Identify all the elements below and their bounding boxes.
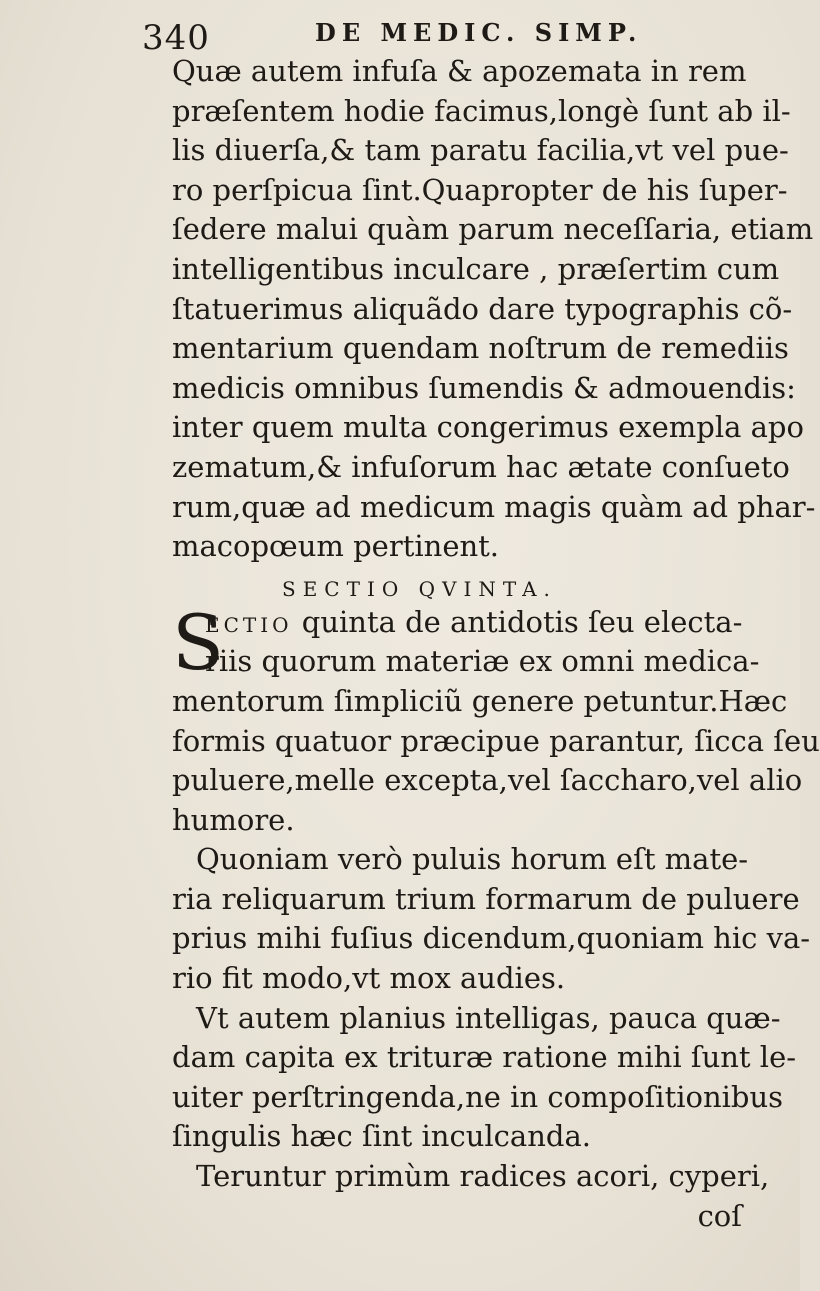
text-line: formis quatuor præcipue parantur, ſicca ſeu (172, 723, 820, 758)
text-line: puluere,melle excepta,vel ſaccharo,vel alio (172, 763, 803, 798)
text-line: præſentem hodie facimus,longè ſunt ab il- (172, 93, 791, 128)
section-heading: SECTIO QVINTA. (282, 576, 557, 601)
text-line: intelligentibus inculcare , præſertim cum (172, 251, 780, 286)
text-line: Teruntur primùm radices acori, cyperi, (196, 1159, 770, 1194)
text-line: prius mihi fuſius dicendum,quoniam hic va- (172, 921, 811, 956)
text-line: ro perſpicua ſint.Quapropter de his ſuper- (172, 172, 788, 207)
text-line: medicis omnibus ſumendis & admouendis: (172, 370, 796, 405)
text-line: macopœum pertinent. (172, 529, 500, 564)
text-line-rest: quinta de antidotis ſeu electa- (292, 604, 743, 639)
catchword: coſ (697, 1198, 742, 1233)
text-line: rum,quæ ad medicum magis quàm ad phar- (172, 489, 816, 524)
drop-cap-letter: S (172, 597, 225, 687)
page-number: 340 (142, 18, 210, 58)
text-line: mentorum ſimpliciũ genere petuntur.Hæc (172, 683, 788, 718)
text-line: riis quorum materiæ ex omni medica- (205, 644, 760, 679)
text-line: mentarium quendam noſtrum de remediis (172, 331, 789, 366)
text-line: humore. (172, 802, 295, 837)
text-line: Quoniam verò puluis horum eſt mate- (196, 842, 749, 877)
text-line: ria reliquarum trium formarum de puluere (172, 881, 800, 916)
text-line: ſingulis hæc ſint inculcanda. (172, 1119, 591, 1154)
first-word-smallcaps: ECTIO (205, 612, 293, 637)
text-line: lis diuerſa,& tam paratu facilia,vt vel pue- (172, 133, 789, 168)
text-line: Quæ autem infuſa & apozemata in rem (172, 54, 747, 88)
text-line: Vt autem planius intelligas, pauca quæ- (196, 1000, 781, 1035)
body-text (172, 52, 820, 1236)
text-line: ſtatuerimus aliquãdo dare typographis cõ- (172, 291, 793, 326)
text-line: uiter perſtringenda,ne in compoſitionibus (172, 1079, 784, 1114)
running-head: DE MEDIC. SIMP. (315, 18, 643, 47)
text-line: inter quem multa congerimus exempla apo (172, 410, 804, 445)
text-line: zematum,& infuſorum hac ætate conſueto (172, 449, 790, 484)
page-header (0, 8, 800, 58)
text-line: dam capita ex trituræ ratione mihi ſunt le- (172, 1040, 797, 1075)
text-line: rio fit modo,vt mox audies. (172, 961, 566, 996)
text-line: ſedere malui quàm parum neceſſaria, etiam (172, 212, 814, 247)
